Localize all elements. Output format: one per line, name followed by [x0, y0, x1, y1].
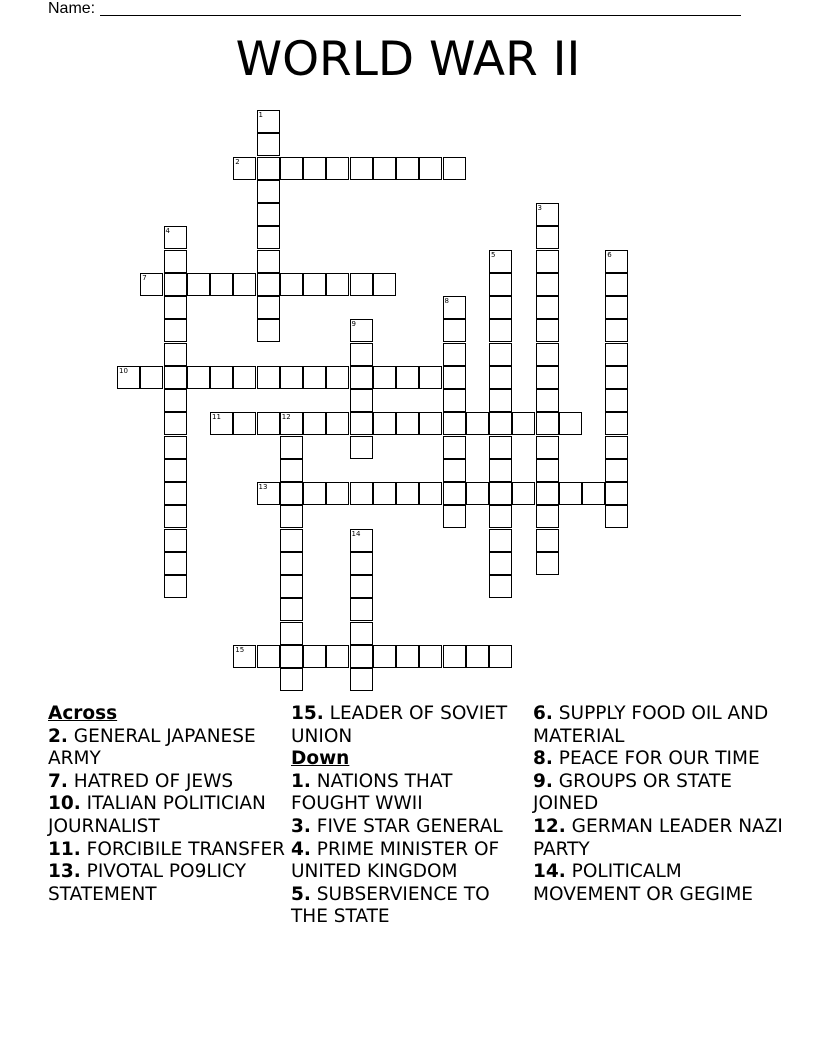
grid-cell[interactable]	[419, 412, 442, 435]
grid-cell[interactable]	[605, 505, 628, 528]
grid-cell[interactable]	[443, 645, 466, 668]
clue-number-15: 15	[235, 645, 245, 654]
grid-cell[interactable]	[187, 273, 210, 296]
across-clue-2: 2. GENERAL JAPANESE ARMY	[48, 725, 256, 770]
grid-cell[interactable]	[303, 412, 326, 435]
grid-cell[interactable]	[559, 482, 582, 505]
grid-cell[interactable]	[559, 412, 582, 435]
grid-cell[interactable]	[350, 157, 373, 180]
grid-cell[interactable]	[443, 389, 466, 412]
grid-cell[interactable]	[419, 157, 442, 180]
grid-cell[interactable]	[257, 273, 280, 296]
grid-cell[interactable]	[396, 366, 419, 389]
grid-cell[interactable]	[326, 412, 349, 435]
grid-cell[interactable]	[582, 482, 605, 505]
grid-cell[interactable]	[350, 412, 373, 435]
grid-cell[interactable]	[443, 505, 466, 528]
grid-cell[interactable]	[280, 552, 303, 575]
grid-cell[interactable]	[280, 366, 303, 389]
grid-cell[interactable]	[257, 412, 280, 435]
clues-column-2	[291, 703, 526, 929]
grid-cell[interactable]	[164, 296, 187, 319]
grid-cell[interactable]	[350, 273, 373, 296]
clues-column-3	[533, 703, 783, 906]
grid-cell[interactable]	[350, 575, 373, 598]
grid-cell[interactable]	[373, 412, 396, 435]
grid-cell[interactable]	[280, 575, 303, 598]
grid-cell[interactable]	[280, 436, 303, 459]
grid-cell[interactable]	[257, 157, 280, 180]
grid-cell[interactable]	[466, 645, 489, 668]
grid-cell[interactable]	[233, 412, 256, 435]
grid-cell[interactable]	[164, 319, 187, 342]
grid-cell[interactable]	[373, 645, 396, 668]
grid-cell[interactable]	[210, 366, 233, 389]
grid-cell[interactable]	[396, 412, 419, 435]
grid-cell[interactable]	[605, 273, 628, 296]
grid-cell[interactable]	[396, 645, 419, 668]
grid-cell[interactable]	[489, 482, 512, 505]
grid-cell[interactable]	[164, 412, 187, 435]
grid-cell[interactable]	[280, 529, 303, 552]
grid-cell[interactable]	[536, 482, 559, 505]
down-clue-8: 8. PEACE FOR OUR TIME	[533, 748, 760, 770]
grid-cell[interactable]	[280, 459, 303, 482]
grid-cell[interactable]	[164, 552, 187, 575]
grid-cell[interactable]	[396, 482, 419, 505]
grid-cell[interactable]	[536, 552, 559, 575]
grid-cell[interactable]	[489, 459, 512, 482]
grid-cell[interactable]	[257, 180, 280, 203]
grid-cell[interactable]	[605, 389, 628, 412]
grid-cell[interactable]	[489, 575, 512, 598]
grid-cell[interactable]	[164, 366, 187, 389]
grid-cell[interactable]	[350, 668, 373, 691]
grid-cell[interactable]	[326, 366, 349, 389]
grid-cell[interactable]	[350, 366, 373, 389]
grid-cell[interactable]	[164, 575, 187, 598]
grid-cell[interactable]	[303, 366, 326, 389]
clue-number-6: 6	[607, 250, 612, 259]
grid-cell[interactable]	[280, 157, 303, 180]
clue-number-2: 2	[235, 157, 240, 166]
across-clue-10: 10. ITALIAN POLITICIAN JOURNALIST	[48, 793, 266, 837]
grid-cell[interactable]	[396, 157, 419, 180]
grid-cell[interactable]	[489, 505, 512, 528]
grid-cell[interactable]	[164, 250, 187, 273]
grid-cell[interactable]	[536, 436, 559, 459]
grid-cell[interactable]	[350, 552, 373, 575]
grid-cell[interactable]	[536, 343, 559, 366]
grid-cell[interactable]	[350, 622, 373, 645]
grid-cell[interactable]	[489, 412, 512, 435]
grid-cell[interactable]	[536, 412, 559, 435]
grid-cell[interactable]	[303, 273, 326, 296]
across-clue-11: 11. FORCIBILE TRANSFER	[48, 838, 286, 860]
grid-cell[interactable]	[280, 645, 303, 668]
grid-cell[interactable]	[489, 319, 512, 342]
across-clue-7: 7. HATRED OF JEWS	[48, 770, 234, 792]
grid-cell[interactable]	[489, 389, 512, 412]
grid-cell[interactable]	[350, 482, 373, 505]
down-clue-4: 4. PRIME MINISTER OF UNITED KINGDOM	[291, 838, 500, 883]
grid-cell[interactable]	[512, 482, 535, 505]
down-clue-6: 6. SUPPLY FOOD OIL AND MATERIAL	[533, 703, 769, 747]
grid-cell[interactable]	[489, 366, 512, 389]
grid-cell[interactable]	[373, 366, 396, 389]
grid-cell[interactable]	[419, 366, 442, 389]
grid-cell[interactable]	[187, 366, 210, 389]
grid-cell[interactable]	[303, 645, 326, 668]
grid-cell[interactable]	[280, 505, 303, 528]
grid-cell[interactable]	[280, 622, 303, 645]
grid-cell[interactable]	[350, 343, 373, 366]
grid-cell[interactable]	[257, 296, 280, 319]
grid-cell[interactable]	[536, 319, 559, 342]
grid-cell[interactable]	[257, 645, 280, 668]
grid-cell[interactable]	[303, 482, 326, 505]
grid-cell[interactable]	[257, 250, 280, 273]
grid-cell[interactable]	[443, 366, 466, 389]
grid-cell[interactable]	[489, 296, 512, 319]
grid-cell[interactable]	[536, 250, 559, 273]
down-clue-1: 1. NATIONS THAT FOUGHT WWII	[291, 770, 453, 815]
grid-cell[interactable]	[303, 157, 326, 180]
grid-cell[interactable]	[443, 412, 466, 435]
grid-cell[interactable]	[605, 319, 628, 342]
page-title: WORLD WAR II	[235, 32, 581, 87]
grid-cell[interactable]	[280, 482, 303, 505]
grid-cell[interactable]	[536, 459, 559, 482]
grid-cell[interactable]	[605, 482, 628, 505]
grid-cell[interactable]	[350, 645, 373, 668]
across-heading: Across	[48, 703, 118, 724]
grid-cell[interactable]	[605, 459, 628, 482]
down-clue-14: 14. POLITICALM MOVEMENT OR GEGIME	[533, 861, 753, 905]
grid-cell[interactable]	[233, 366, 256, 389]
clue-number-8: 8	[444, 297, 449, 305]
grid-cell[interactable]	[489, 529, 512, 552]
grid-cell[interactable]	[489, 343, 512, 366]
grid-cell[interactable]	[466, 482, 489, 505]
grid-cell[interactable]	[419, 482, 442, 505]
grid-cell[interactable]	[164, 389, 187, 412]
grid-cell[interactable]	[350, 389, 373, 412]
grid-cell[interactable]	[280, 668, 303, 691]
grid-cell[interactable]	[326, 157, 349, 180]
across-clue-13: 13. PIVOTAL PO9LICY STATEMENT	[48, 861, 247, 905]
grid-cell[interactable]	[419, 645, 442, 668]
grid-cell[interactable]	[326, 482, 349, 505]
down-clue-3: 3. FIVE STAR GENERAL	[291, 815, 503, 837]
grid-cell[interactable]	[140, 366, 163, 389]
grid-cell[interactable]	[512, 412, 535, 435]
clue-number-14: 14	[351, 529, 361, 538]
grid-cell[interactable]	[443, 436, 466, 459]
grid-cell[interactable]	[257, 203, 280, 226]
name-label: Name:	[48, 0, 96, 17]
grid-cell[interactable]	[257, 366, 280, 389]
grid-cell[interactable]	[164, 505, 187, 528]
grid-cell[interactable]	[373, 157, 396, 180]
grid-cell[interactable]	[257, 226, 280, 249]
grid-cell[interactable]	[350, 436, 373, 459]
grid-cell[interactable]	[164, 459, 187, 482]
down-heading: Down	[291, 748, 350, 770]
grid-cell[interactable]	[326, 273, 349, 296]
grid-cell[interactable]	[280, 273, 303, 296]
grid-cell[interactable]	[350, 598, 373, 621]
grid-cell[interactable]	[536, 366, 559, 389]
grid-cell[interactable]	[326, 645, 349, 668]
grid-cell[interactable]	[536, 505, 559, 528]
clue-number-4: 4	[165, 227, 170, 236]
clue-number-12: 12	[281, 413, 291, 422]
grid-cell[interactable]	[605, 366, 628, 389]
clue-number-1: 1	[258, 111, 263, 119]
grid-cell[interactable]	[443, 482, 466, 505]
clue-number-5: 5	[491, 250, 496, 259]
grid-cell[interactable]	[257, 133, 280, 156]
grid-cell[interactable]	[489, 436, 512, 459]
clue-number-7: 7	[142, 273, 147, 282]
clue-number-11: 11	[212, 413, 221, 422]
grid-cell[interactable]	[536, 273, 559, 296]
clue-number-13: 13	[258, 483, 268, 491]
grid-cell[interactable]	[280, 598, 303, 621]
clue-number-3: 3	[537, 204, 542, 212]
down-clue-12: 12. GERMAN LEADER NAZI PARTY	[533, 815, 783, 860]
clue-number-9: 9	[351, 320, 356, 329]
grid-cell[interactable]	[605, 343, 628, 366]
grid-cell[interactable]	[489, 273, 512, 296]
clue-number-10: 10	[119, 366, 128, 375]
grid-cell[interactable]	[536, 529, 559, 552]
clues-column-1	[48, 703, 288, 906]
grid-cell[interactable]	[443, 459, 466, 482]
grid-cell[interactable]	[536, 226, 559, 249]
grid-cell[interactable]	[605, 296, 628, 319]
grid-cell[interactable]	[489, 645, 512, 668]
grid-cell[interactable]	[536, 296, 559, 319]
grid-cell[interactable]	[164, 482, 187, 505]
grid-cell[interactable]	[233, 273, 256, 296]
grid-cell[interactable]	[164, 273, 187, 296]
grid-cell[interactable]	[605, 412, 628, 435]
grid-cell[interactable]	[489, 552, 512, 575]
down-clue-5: 5. SUBSERVIENCE TO THE STATE	[291, 883, 490, 928]
grid-cell[interactable]	[443, 343, 466, 366]
grid-cell[interactable]	[443, 157, 466, 180]
down-clue-9: 9. GROUPS OR STATE JOINED	[533, 770, 732, 815]
grid-cell[interactable]	[373, 273, 396, 296]
grid-cell[interactable]	[443, 319, 466, 342]
across-clue-15: 15. LEADER OF SOVIET UNION	[291, 703, 508, 747]
grid-cell[interactable]	[373, 482, 396, 505]
grid-cell[interactable]	[164, 436, 187, 459]
grid-cell[interactable]	[257, 319, 280, 342]
grid-cell[interactable]	[164, 529, 187, 552]
grid-cell[interactable]	[466, 412, 489, 435]
grid-cell[interactable]	[164, 343, 187, 366]
grid-cell[interactable]	[536, 389, 559, 412]
grid-cell[interactable]	[605, 436, 628, 459]
grid-cell[interactable]	[210, 273, 233, 296]
